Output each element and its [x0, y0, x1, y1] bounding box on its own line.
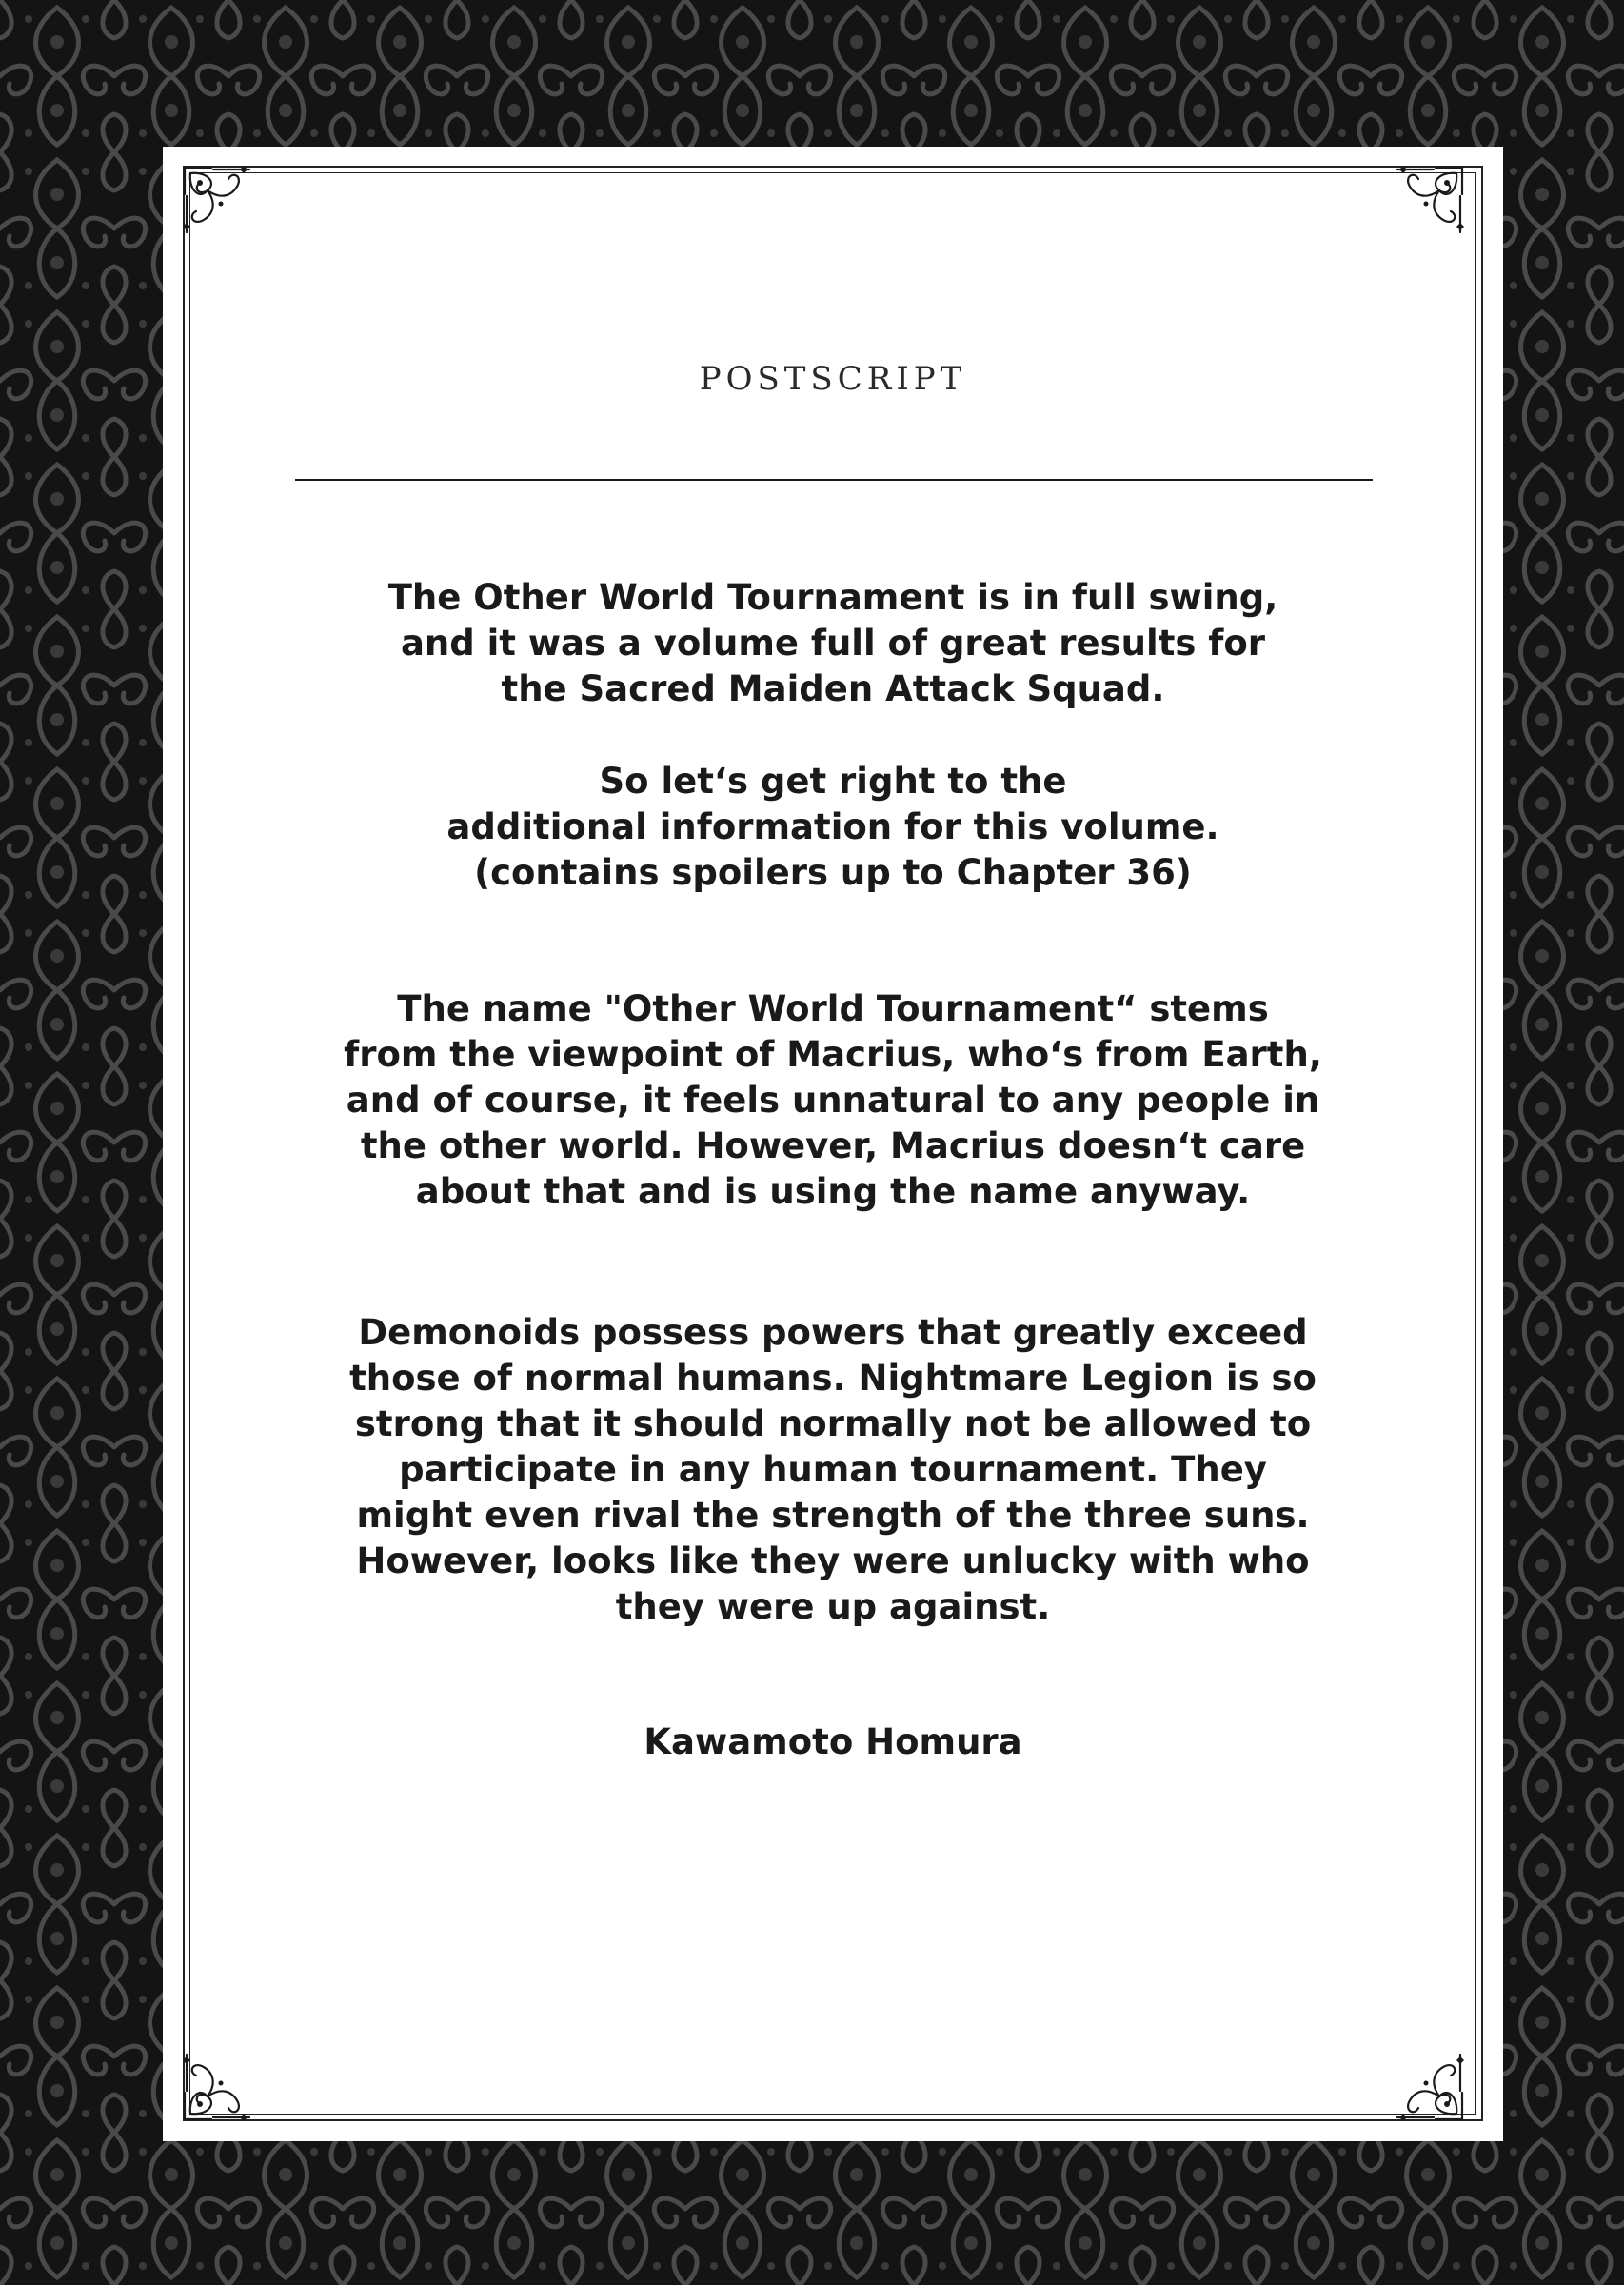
author-signature	[286, 1719, 1380, 1765]
text-line: they were up against.	[615, 1586, 1051, 1627]
text-line: Demonoids possess powers that greatly exceed	[358, 1312, 1308, 1353]
page-title: POSTSCRIPT	[699, 360, 967, 398]
paragraph-additional-info	[286, 759, 1380, 896]
text-line: the other world. However, Macrius doesn‘t care	[360, 1125, 1306, 1166]
corner-flourish-icon	[179, 2049, 255, 2125]
text-line: The name "Other World Tournament“ stems	[397, 988, 1269, 1029]
text-line: participate in any human tournament. They	[399, 1449, 1267, 1490]
title-divider	[295, 479, 1373, 481]
text-line: However, looks like they were unlucky with who	[356, 1540, 1310, 1581]
text-line: the Sacred Maiden Attack Squad.	[501, 668, 1165, 709]
text-line: about that and is using the name anyway.	[415, 1171, 1251, 1212]
paragraph-intro	[286, 575, 1380, 712]
text-line: So let‘s get right to the	[599, 761, 1067, 802]
text-line: additional information for this volume.	[446, 806, 1219, 847]
paragraph-demonoids	[286, 1310, 1380, 1630]
signature-text: Kawamoto Homura	[644, 1721, 1022, 1762]
text-line: those of normal humans. Nightmare Legion is so	[349, 1358, 1317, 1399]
text-line: The Other World Tournament is in full swing,	[387, 577, 1278, 618]
text-line: from the viewpoint of Macrius, who‘s from Earth,	[344, 1034, 1322, 1075]
text-line: strong that it should normally not be allowed to	[354, 1403, 1312, 1444]
paragraph-tournament-name	[286, 986, 1380, 1215]
corner-flourish-icon	[1392, 162, 1468, 238]
text-line: (contains spoilers up to Chapter 36)	[474, 852, 1192, 893]
corner-flourish-icon	[1392, 2049, 1468, 2125]
text-line: and of course, it feels unnatural to any people in	[346, 1080, 1320, 1121]
text-line: might even rival the strength of the three suns.	[356, 1495, 1310, 1536]
corner-flourish-icon	[179, 162, 255, 238]
text-line: and it was a volume full of great results for	[400, 623, 1266, 664]
